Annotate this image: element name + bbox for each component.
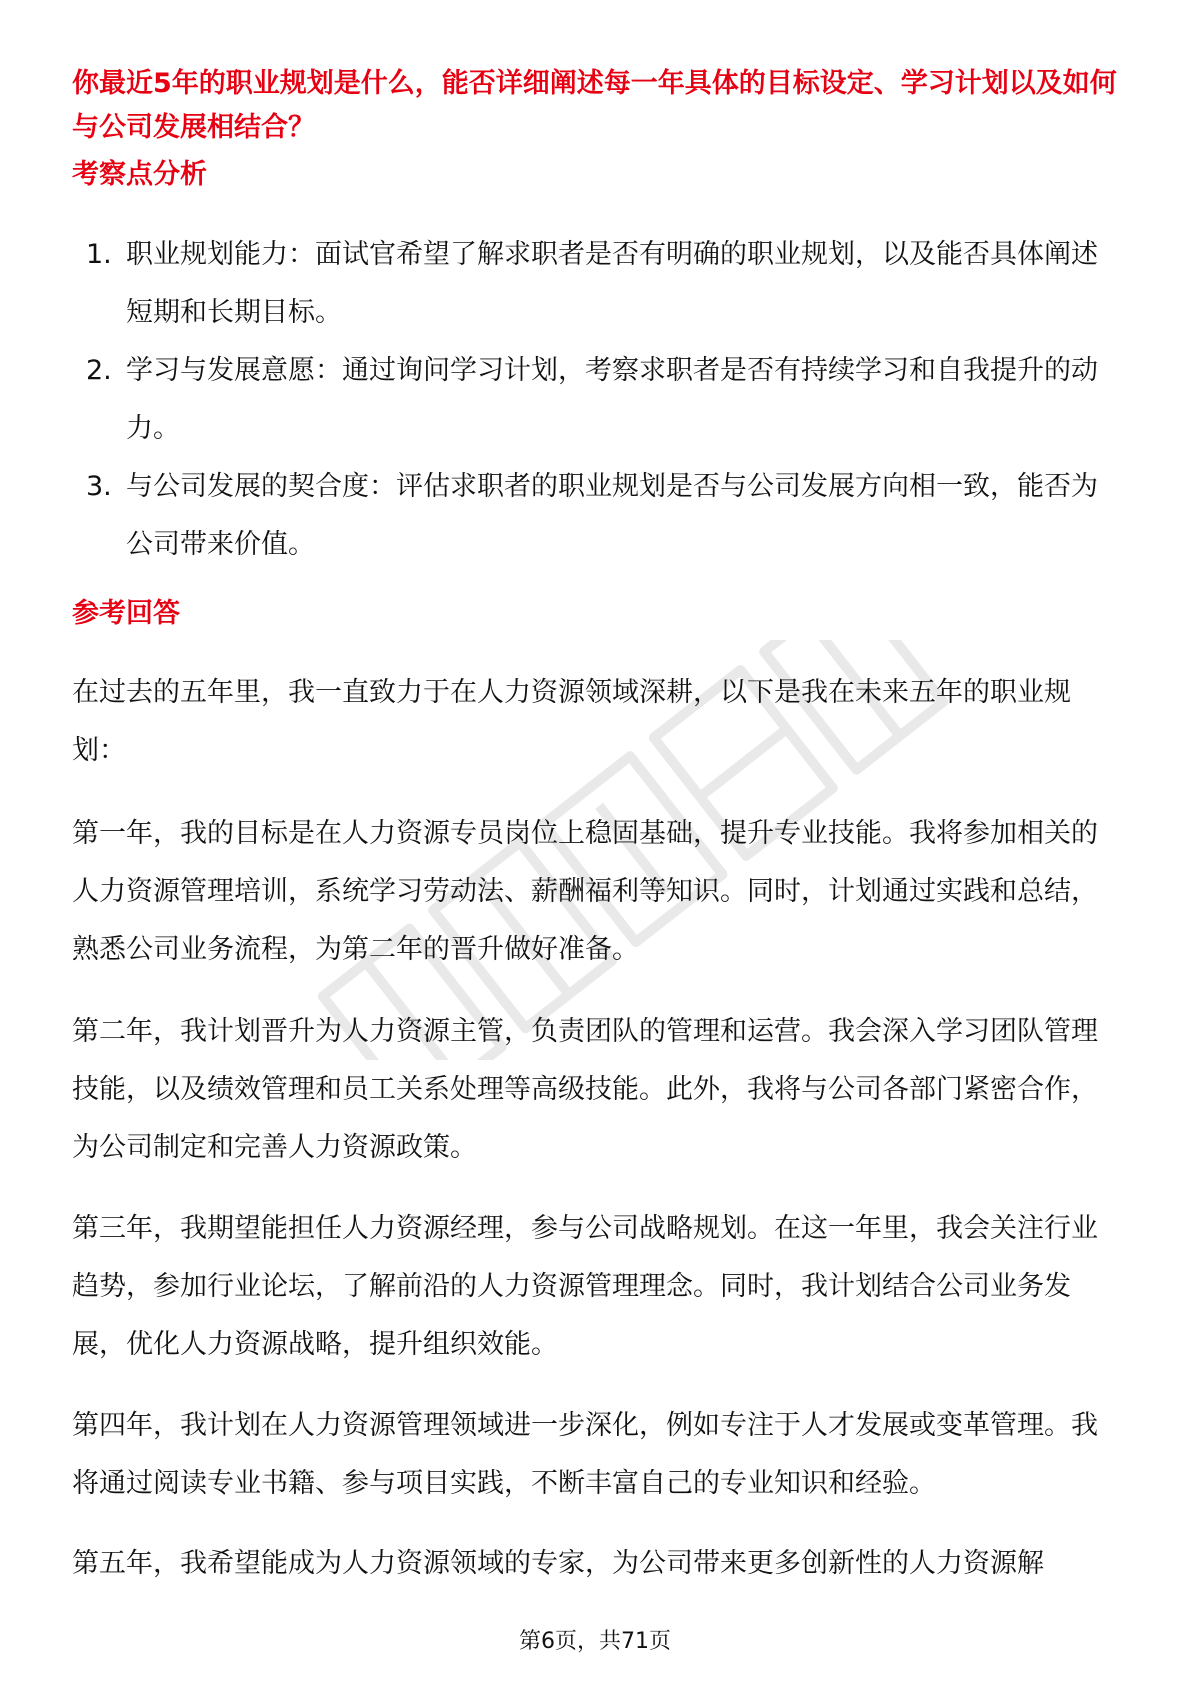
answer-paragraph-intro: 在过去的五年里，我一直致力于在人力资源领域深耕，以下是我在未来五年的职业规划： [72, 677, 1071, 766]
list-item-number: 1. [86, 239, 112, 270]
question-heading: 你最近5年的职业规划是什么，能否详细阐述每一年具体的目标设定、学习计划以及如何与公司发展相结合？ [72, 68, 1117, 143]
answer-paragraph-year2: 第二年，我计划晋升为人力资源主管，负责团队的管理和运营。我会深入学习团队管理技能，以及绩效管理和员工关系处理等高级技能。此外，我将与公司各部门紧密合作，为公司制定和完善人力资源政策。 [72, 1016, 1098, 1163]
list-item-number: 3. [86, 471, 112, 502]
analysis-section-title: 考察点分析 [72, 159, 207, 190]
answer-section-title: 参考回答 [72, 598, 180, 629]
analysis-list [72, 226, 1122, 574]
answer-paragraph-year3: 第三年，我期望能担任人力资源经理，参与公司战略规划。在这一年里，我会关注行业趋势，参加行业论坛，了解前沿的人力资源管理理念。同时，我计划结合公司业务发展，优化人力资源战略，提升组织效能。 [72, 1213, 1098, 1360]
page-number-footer: 第6页，共71页 [519, 1629, 671, 1654]
list-item-text: 职业规划能力：面试官希望了解求职者是否有明确的职业规划，以及能否具体阐述短期和长期目标。 [126, 239, 1098, 328]
list-item [72, 226, 1122, 342]
answer-paragraph-year5: 第五年，我希望能成为人力资源领域的专家，为公司带来更多创新性的人力资源解 [72, 1548, 1044, 1579]
list-item-text: 学习与发展意愿：通过询问学习计划，考察求职者是否有持续学习和自我提升的动力。 [126, 355, 1098, 444]
answer-paragraph-year1: 第一年，我的目标是在人力资源专员岗位上稳固基础，提升专业技能。我将参加相关的人力资源管理培训，系统学习劳动法、薪酬福利等知识。同时，计划通过实践和总结，熟悉公司业务流程，为第二年的晋升做好准备。 [72, 818, 1098, 965]
list-item-text: 与公司发展的契合度：评估求职者的职业规划是否与公司发展方向相一致，能否为公司带来价值。 [126, 471, 1098, 560]
list-item [72, 342, 1122, 458]
answer-paragraph-year4: 第四年，我计划在人力资源管理领域进一步深化，例如专注于人才发展或变革管理。我将通过阅读专业书籍、参与项目实践，不断丰富自己的专业知识和经验。 [72, 1410, 1098, 1499]
list-item [72, 458, 1122, 574]
list-item-number: 2. [86, 355, 112, 386]
